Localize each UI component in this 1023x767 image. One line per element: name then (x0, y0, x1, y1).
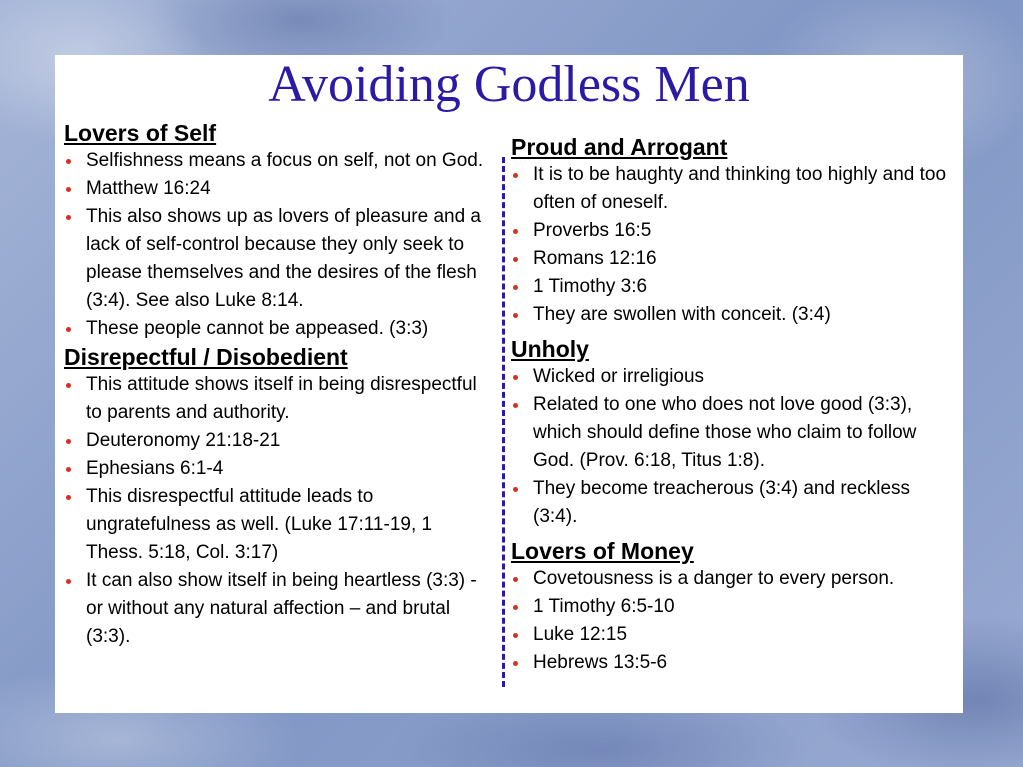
bullet-list (64, 147, 484, 343)
left-column (64, 119, 484, 651)
bullet-item: Covetousness is a danger to every person. (511, 565, 951, 593)
section-heading: Lovers of Money (511, 538, 694, 564)
bullet-list (511, 565, 951, 677)
bullet-item: They are swollen with conceit. (3:4) (511, 301, 951, 329)
bullet-item: These people cannot be appeased. (3:3) (64, 315, 484, 343)
section-heading: Proud and Arrogant (511, 134, 728, 160)
bullet-item: This disrespectful attitude leads to ungratefulness as well. (Luke 17:11-19, 1 Thess. 5:18, Col. 3:17) (64, 483, 484, 567)
section-unholy (511, 335, 951, 531)
bullet-item: Wicked or irreligious (511, 363, 951, 391)
bullet-item: Ephesians 6:1-4 (64, 455, 484, 483)
column-divider (502, 157, 505, 687)
bullet-item: 1 Timothy 3:6 (511, 273, 951, 301)
bullet-item: Luke 12:15 (511, 621, 951, 649)
bullet-item: Related to one who does not love good (3:3), which should define those who claim to follow God. (Prov. 6:18, Titus 1:8). (511, 391, 951, 475)
bullet-item: 1 Timothy 6:5-10 (511, 593, 951, 621)
slide (55, 55, 963, 713)
bullet-item: It is to be haughty and thinking too highly and too often of oneself. (511, 161, 951, 217)
bullet-item: Proverbs 16:5 (511, 217, 951, 245)
bullet-list (64, 371, 484, 651)
bullet-item: Hebrews 13:5-6 (511, 649, 951, 677)
section-heading: Unholy (511, 336, 589, 362)
bullet-item: It can also show itself in being heartless (3:3) - or without any natural affection – and brutal (3:3). (64, 567, 484, 651)
bullet-item: Deuteronomy 21:18-21 (64, 427, 484, 455)
bullet-item: This also shows up as lovers of pleasure and a lack of self-control because they only seek to please themselves and the desires of the flesh (3:4). See also Luke 8:14. (64, 203, 484, 315)
section-proud-and-arrogant (511, 133, 951, 329)
bullet-item: Romans 12:16 (511, 245, 951, 273)
bullet-item: Matthew 16:24 (64, 175, 484, 203)
section-lovers-of-self (64, 119, 484, 343)
section-heading: Lovers of Self (64, 120, 217, 146)
bullet-item: They become treacherous (3:4) and reckless (3:4). (511, 475, 951, 531)
bullet-list (511, 161, 951, 329)
bullet-item: Selfishness means a focus on self, not on God. (64, 147, 484, 175)
section-heading: Disrepectful / Disobedient (64, 344, 348, 370)
section-disrespectful-disobedient (64, 343, 484, 651)
bullet-list (511, 363, 951, 531)
bullet-item: This attitude shows itself in being disrespectful to parents and authority. (64, 371, 484, 427)
slide-title: Avoiding Godless Men (268, 56, 750, 113)
right-column (511, 133, 951, 677)
section-lovers-of-money (511, 537, 951, 677)
